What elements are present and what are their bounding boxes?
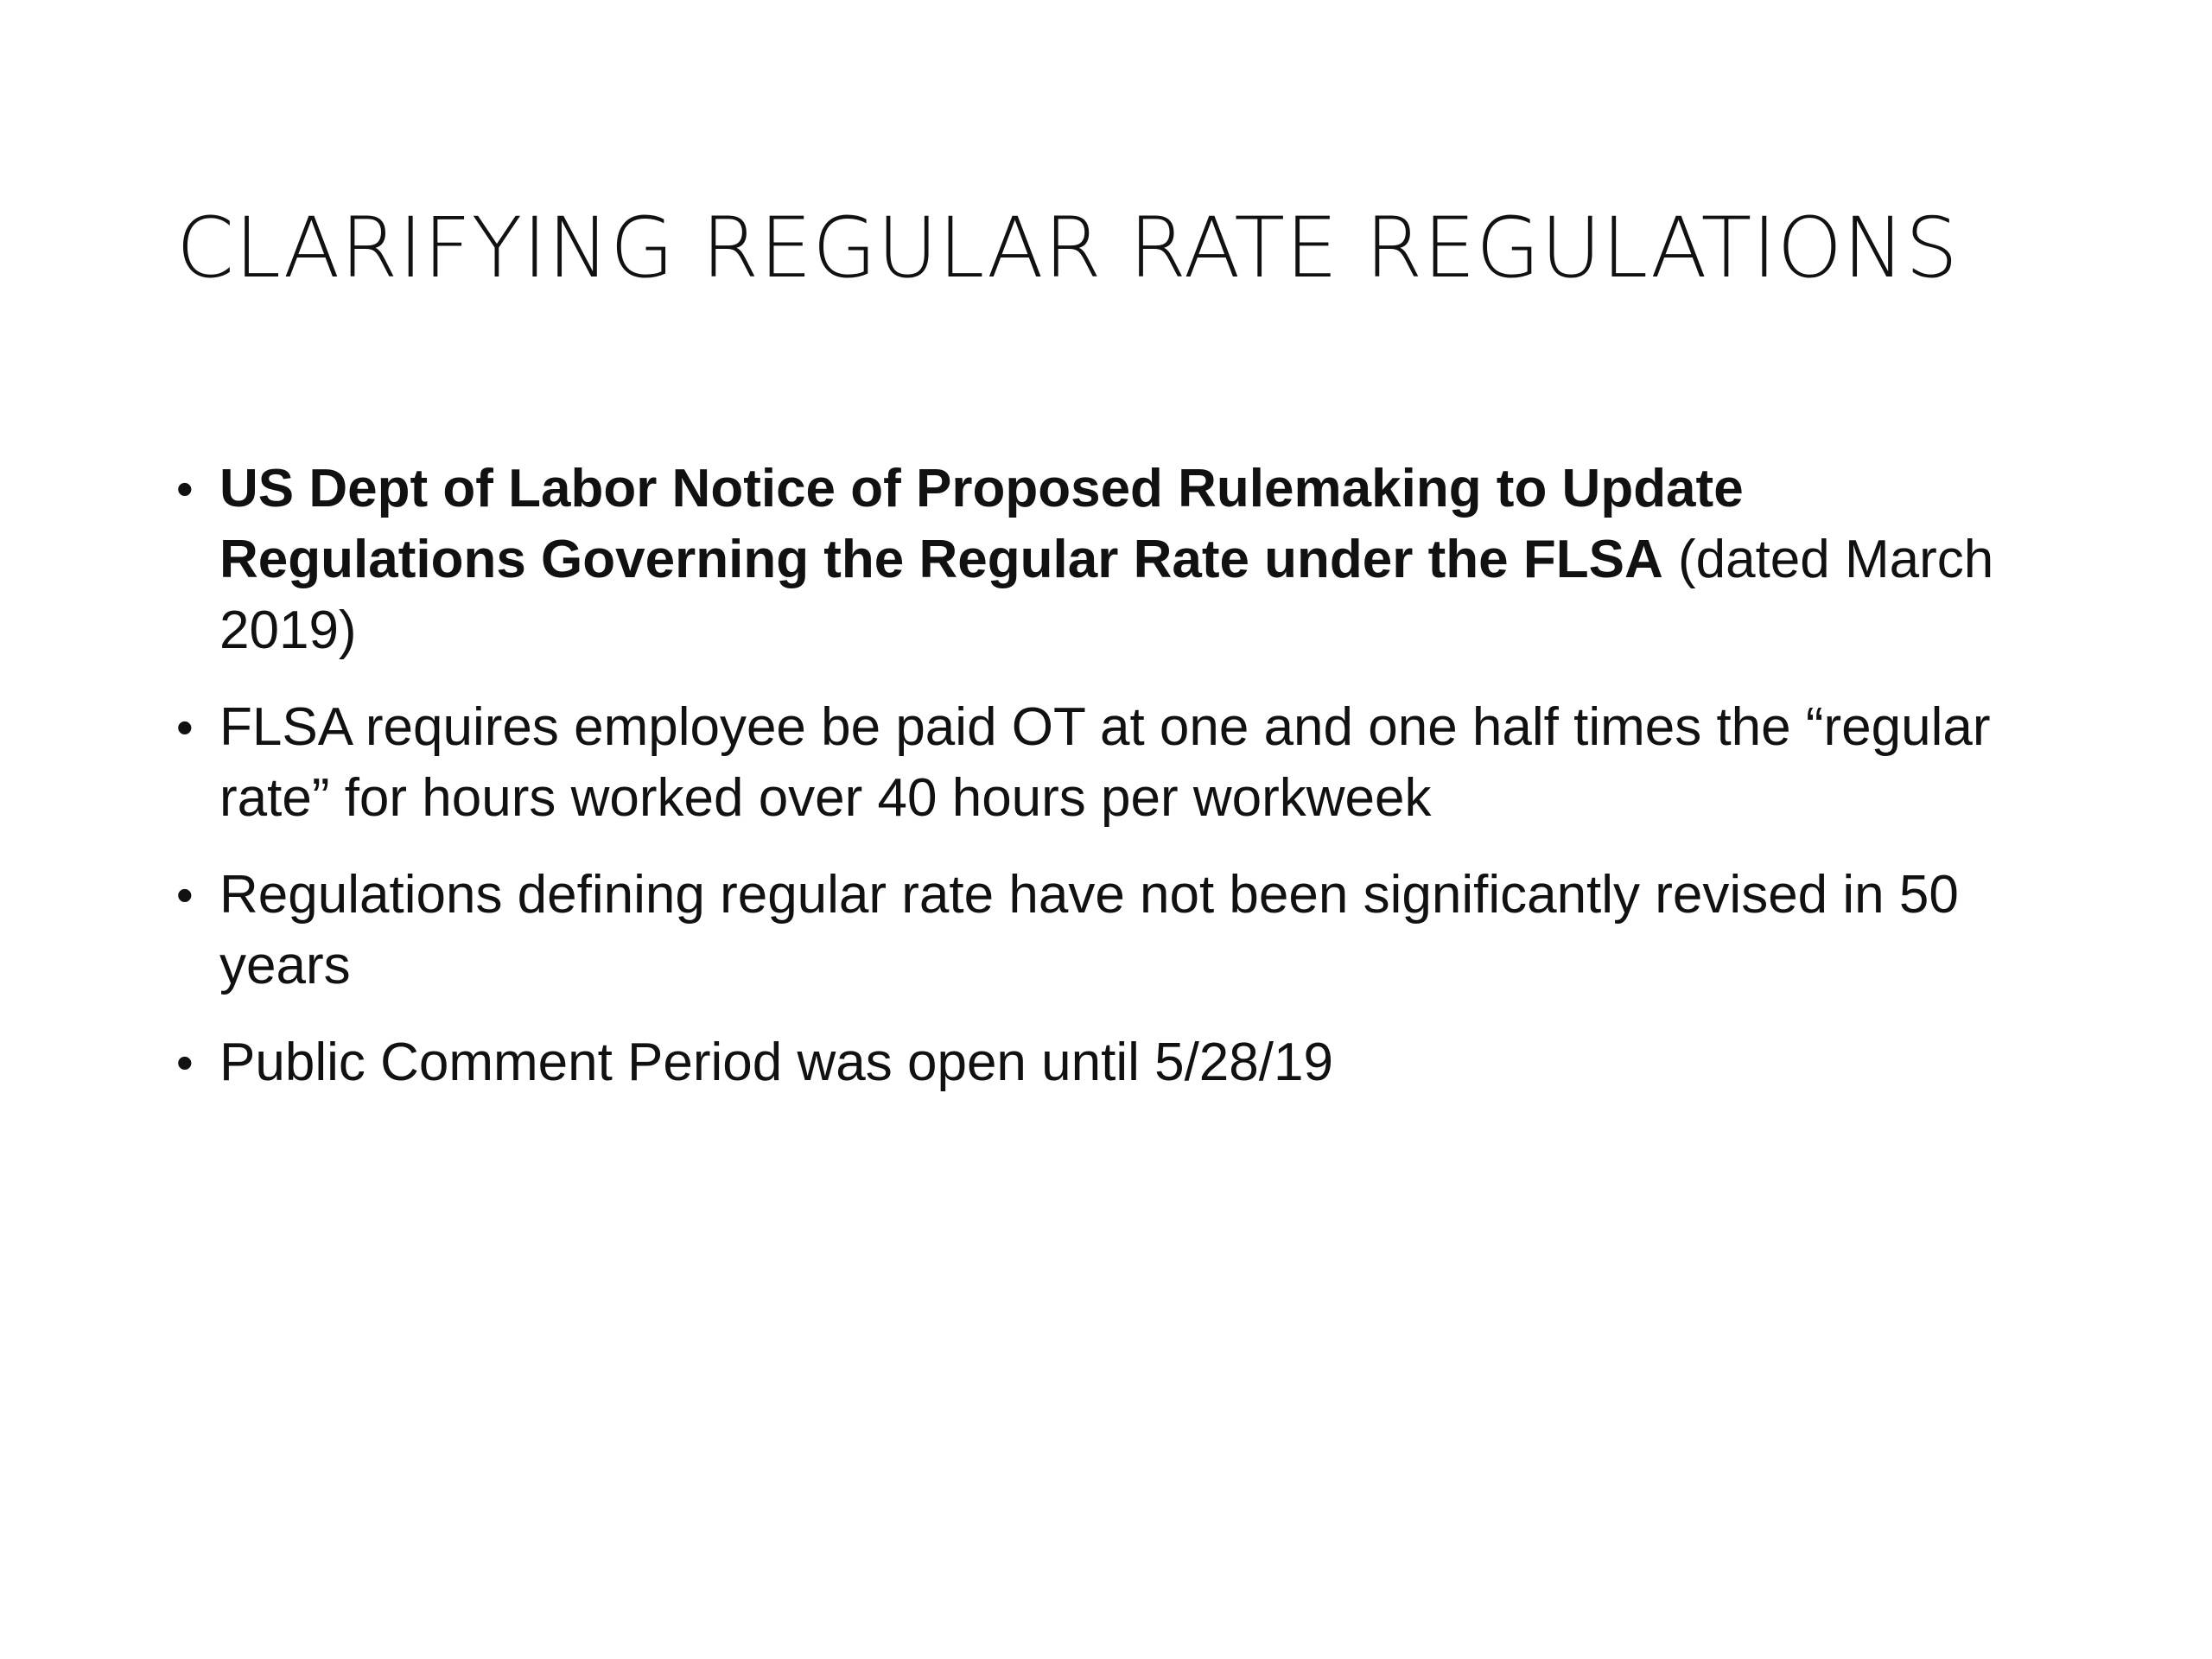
bullet-text: Regulations defining regular rate have not been significantly revised in 50 years xyxy=(219,865,1959,995)
bullet-item-public-comment xyxy=(176,1027,2034,1098)
slide-title: CLARIFYING REGULAR RATE REGULATIONS xyxy=(176,200,1959,296)
bullet-text: FLSA requires employee be paid OT at one and one half times the “regular rate” for hours worked over 40 hours per workweek xyxy=(219,697,1991,828)
bullet-text: Public Comment Period was open until 5/28/19 xyxy=(219,1033,1333,1092)
bullet-dot-icon: • xyxy=(176,700,194,754)
bullet-text: (dated March 2019) xyxy=(219,530,1994,660)
bullet-bold-text: US Dept of Labor Notice of Proposed Rulemaking to Update Regulations Governing the Regular Rate under the FLSA xyxy=(219,459,1744,589)
bullet-item-flsa-overtime xyxy=(176,692,2034,834)
bullet-dot-icon: • xyxy=(176,868,194,922)
bullet-item-regulations-revision xyxy=(176,860,2034,1001)
bullet-list xyxy=(176,454,2034,1124)
bullet-dot-icon: • xyxy=(176,1035,194,1090)
bullet-dot-icon: • xyxy=(176,461,194,516)
bullet-item-proposed-rulemaking xyxy=(176,454,2034,666)
